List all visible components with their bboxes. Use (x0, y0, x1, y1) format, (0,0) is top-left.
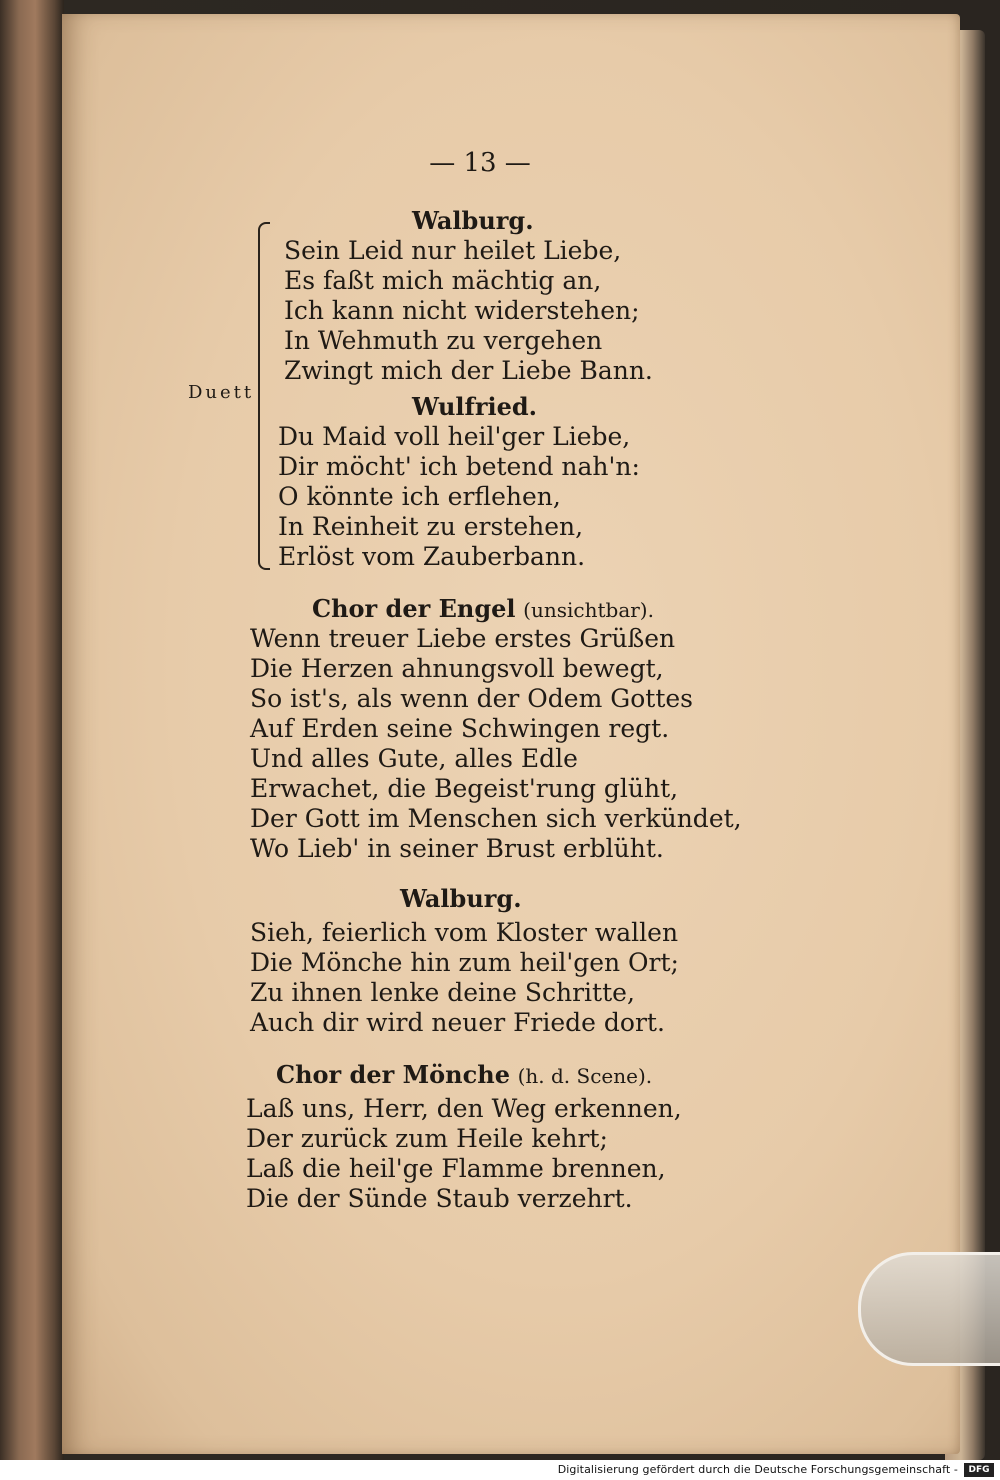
speaker-chor-engel (312, 594, 654, 623)
verse-line: Dir möcht' ich betend nah'n: (278, 452, 640, 481)
verse-line: Der zurück zum Heile kehrt; (246, 1124, 608, 1153)
speaker-name: Chor der Engel (312, 594, 516, 623)
verse-line: Ich kann nicht widerstehen; (284, 296, 640, 325)
verse-line: Die der Sünde Staub verzehrt. (246, 1184, 633, 1213)
verse-line: Sein Leid nur heilet Liebe, (284, 236, 622, 265)
verse-line: Laß uns, Herr, den Weg erkennen, (246, 1094, 682, 1123)
verse-line: Erwachet, die Begeist'rung glüht, (250, 774, 679, 803)
verse-line: Sieh, feierlich vom Kloster wallen (250, 918, 679, 947)
verse-line: O könnte ich erflehen, (278, 482, 561, 511)
verse-line: Die Herzen ahnungsvoll bewegt, (250, 654, 664, 683)
verse-line: Und alles Gute, alles Edle (250, 744, 578, 773)
dfg-logo: DFG (964, 1463, 994, 1477)
verse-line: Der Gott im Menschen sich verkündet, (250, 804, 742, 833)
speaker-walburg: Walburg. (400, 884, 522, 913)
verse-line: Zu ihnen lenke deine Schritte, (250, 978, 635, 1007)
footer-credit: Digitalisierung gefördert durch die Deutsche Forschungsgemeinschaft - (557, 1463, 958, 1476)
speaker-walburg: Walburg. (412, 206, 534, 235)
duett-label: Duett (188, 382, 255, 403)
verse-line: Die Mönche hin zum heil'gen Ort; (250, 948, 679, 977)
verse-line: Es faßt mich mächtig an, (284, 266, 602, 295)
scanner-clip (858, 1252, 1000, 1366)
verse-line: Du Maid voll heil'ger Liebe, (278, 422, 631, 451)
verse-line: Laß die heil'ge Flamme brennen, (246, 1154, 666, 1183)
speaker-chor-moenche (276, 1060, 652, 1089)
page-number: — 13 — (429, 148, 531, 178)
verse-line: So ist's, als wenn der Odem Gottes (250, 684, 693, 713)
verse-line: Wo Lieb' in seiner Brust erblüht. (250, 834, 664, 863)
stage-note: (h. d. Scene). (517, 1064, 653, 1088)
verse-line: Auch dir wird neuer Friede dort. (250, 1008, 665, 1037)
speaker-name: Chor der Mönche (276, 1060, 510, 1089)
speaker-wulfried: Wulfried. (412, 392, 538, 421)
stage-note: (unsichtbar). (523, 598, 654, 622)
verse-line: Zwingt mich der Liebe Bann. (284, 356, 653, 385)
verse-line: In Wehmuth zu vergehen (284, 326, 603, 355)
verse-line: In Reinheit zu erstehen, (278, 512, 584, 541)
verse-line: Auf Erden seine Schwingen regt. (250, 714, 670, 743)
footer-bar (0, 1460, 1000, 1480)
verse-line: Erlöst vom Zauberbann. (278, 542, 586, 571)
duet-bracket (258, 222, 270, 570)
left-page-edge (0, 0, 64, 1460)
verse-line: Wenn treuer Liebe erstes Grüßen (250, 624, 676, 653)
